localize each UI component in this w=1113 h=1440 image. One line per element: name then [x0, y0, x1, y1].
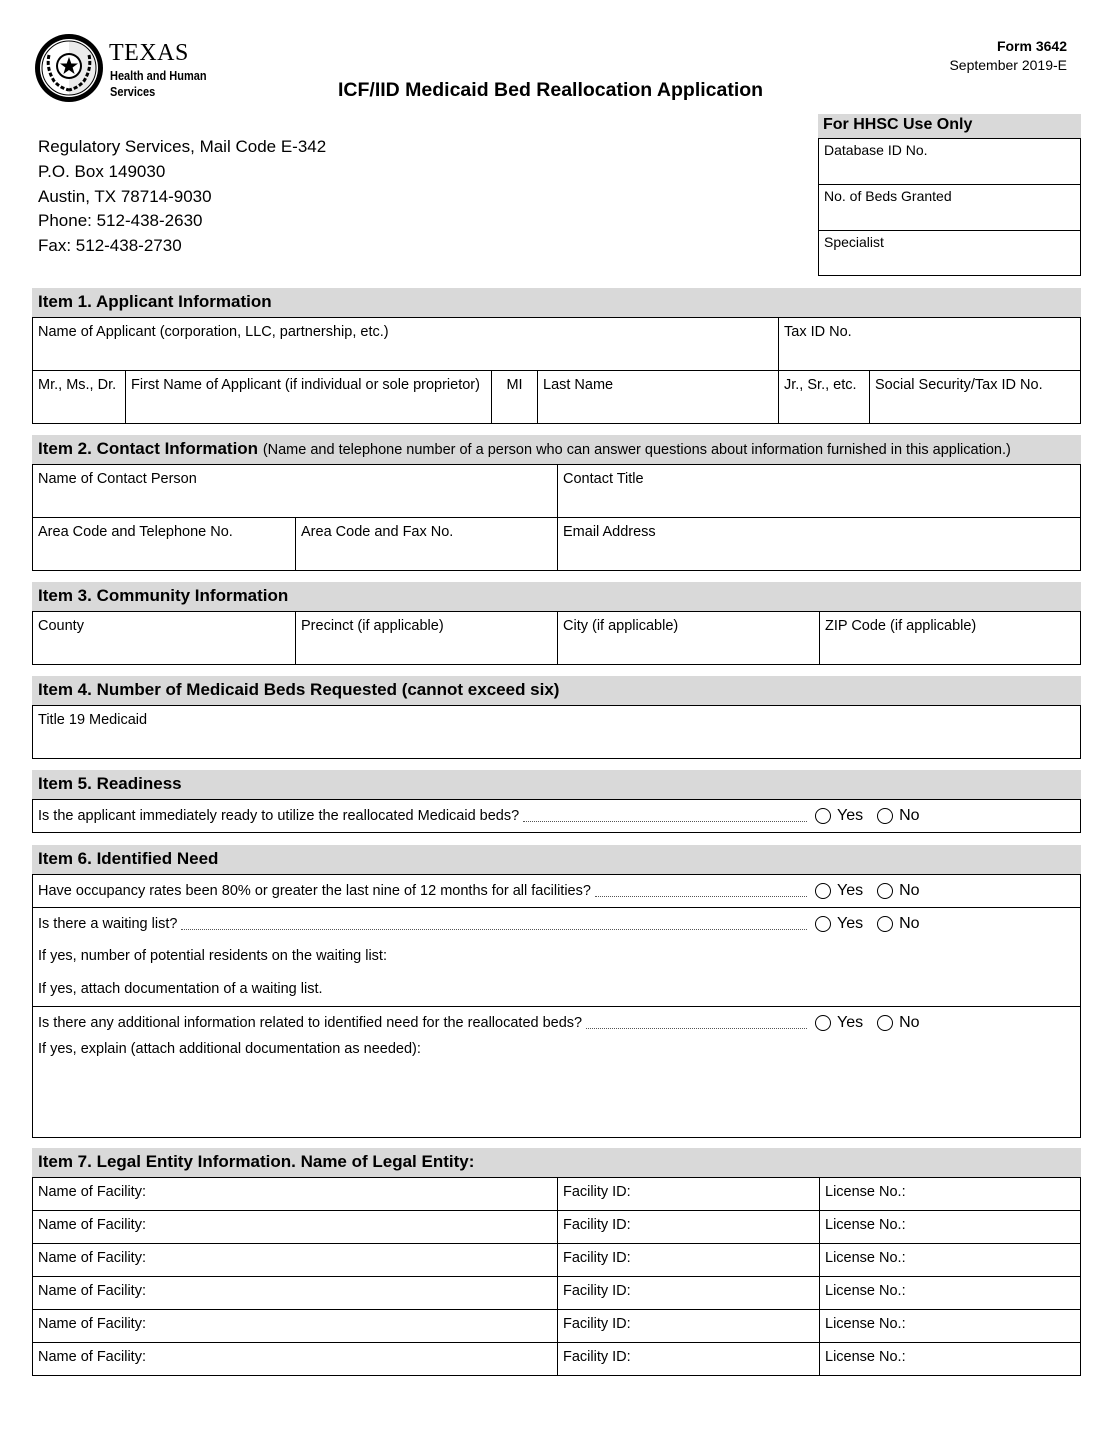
- license-no-field[interactable]: License No.:: [819, 1343, 1080, 1375]
- item1-header: Item 1. Applicant Information: [32, 288, 1081, 317]
- dot-leader: [523, 811, 807, 822]
- facility-name-field[interactable]: Name of Facility:: [38, 1250, 146, 1266]
- facility-name-field[interactable]: Name of Facility:: [38, 1283, 146, 1299]
- waiting-docs-note: If yes, attach documentation of a waiting list.: [38, 981, 323, 997]
- item4-header: Item 4. Number of Medicaid Beds Requested (cannot exceed six): [32, 676, 1081, 705]
- hhsc-use-only-box: [818, 114, 1081, 276]
- item2-header: [32, 435, 1081, 464]
- address-line: Regulatory Services, Mail Code E-342: [38, 137, 327, 156]
- license-no-field[interactable]: License No.:: [819, 1178, 1080, 1210]
- facility-row: [33, 1310, 1080, 1343]
- facility-id-field[interactable]: Facility ID:: [557, 1277, 819, 1309]
- occupancy-no-radio[interactable]: [877, 882, 919, 900]
- occupancy-yes-radio[interactable]: [815, 882, 863, 900]
- radio-label: Yes: [837, 915, 864, 932]
- radio-circle-icon: [815, 1015, 831, 1031]
- explain-field[interactable]: If yes, explain (attach additional documentation as needed):: [38, 1041, 421, 1057]
- facility-table: [32, 1177, 1081, 1376]
- title19-medicaid-field[interactable]: Title 19 Medicaid: [38, 712, 148, 728]
- item4-beds-section: [32, 676, 1081, 759]
- facility-row: [33, 1178, 1080, 1211]
- tax-id-field[interactable]: Tax ID No.: [778, 318, 1080, 370]
- facility-row: [33, 1277, 1080, 1310]
- dot-leader: [586, 1018, 807, 1029]
- item7-legal-entity-section: [32, 1148, 1081, 1376]
- middle-initial-field[interactable]: MI: [491, 371, 537, 423]
- facility-row: [33, 1343, 1080, 1376]
- mailing-address: [38, 135, 326, 259]
- question-text: Is there any additional information related to identified need for the reallocated beds?: [38, 1015, 583, 1031]
- zip-field[interactable]: ZIP Code (if applicable): [819, 612, 1080, 664]
- hhsc-header: For HHSC Use Only: [818, 114, 1081, 138]
- radio-circle-icon: [877, 883, 893, 899]
- additional-info-no-radio[interactable]: [877, 1014, 919, 1032]
- page-title: ICF/IID Medicaid Bed Reallocation Application: [338, 79, 764, 101]
- agency-logo: [34, 33, 224, 105]
- facility-row: [33, 1211, 1080, 1244]
- occupancy-radio-group: [815, 882, 1075, 900]
- item1-applicant-section: [32, 288, 1081, 424]
- radio-circle-icon: [815, 883, 831, 899]
- readiness-radio-group: [815, 807, 1075, 825]
- applicant-name-field[interactable]: Name of Applicant (corporation, LLC, partnership, etc.): [38, 324, 389, 340]
- dot-leader: [181, 919, 807, 930]
- license-no-field[interactable]: License No.:: [819, 1310, 1080, 1342]
- form-number: Form 3642: [996, 38, 1067, 54]
- additional-info-question: [33, 1007, 1080, 1039]
- form-date: September 2019-E: [949, 57, 1067, 73]
- telephone-field[interactable]: Area Code and Telephone No.: [38, 524, 233, 540]
- radio-circle-icon: [815, 808, 831, 824]
- database-id-field[interactable]: Database ID No.: [818, 138, 1081, 184]
- item3-community-section: [32, 582, 1081, 665]
- readiness-question: [33, 800, 1080, 832]
- county-field[interactable]: County: [38, 618, 84, 634]
- facility-name-field[interactable]: Name of Facility:: [38, 1184, 146, 1200]
- prefix-field[interactable]: Mr., Ms., Dr.: [38, 377, 117, 393]
- logo-texas-text: TEXAS: [109, 40, 189, 66]
- item6-header: Item 6. Identified Need: [32, 845, 1081, 874]
- dot-leader: [595, 886, 807, 897]
- radio-circle-icon: [877, 808, 893, 824]
- facility-id-field[interactable]: Facility ID:: [557, 1310, 819, 1342]
- logo-subtitle-line2: Services: [110, 85, 156, 99]
- waiting-count-field[interactable]: If yes, number of potential residents on the waiting list:: [38, 948, 387, 964]
- waiting-list-question: [33, 908, 1080, 940]
- additional-info-yes-radio[interactable]: [815, 1014, 863, 1032]
- phone-line: Phone: 512-438-2630: [38, 211, 203, 231]
- ssn-tax-id-field[interactable]: Social Security/Tax ID No.: [869, 371, 1080, 423]
- item2-note: (Name and telephone number of a person who can answer questions about information furnished in this application.): [262, 442, 1011, 458]
- contact-title-field[interactable]: Contact Title: [557, 465, 1080, 517]
- item6-need-section: [32, 845, 1081, 1138]
- radio-label: Yes: [837, 882, 864, 899]
- city-field[interactable]: City (if applicable): [557, 612, 819, 664]
- waiting-list-yes-radio[interactable]: [815, 915, 863, 933]
- radio-label: No: [899, 882, 920, 899]
- license-no-field[interactable]: License No.:: [819, 1277, 1080, 1309]
- precinct-field[interactable]: Precinct (if applicable): [295, 612, 557, 664]
- facility-id-field[interactable]: Facility ID:: [557, 1211, 819, 1243]
- radio-circle-icon: [815, 916, 831, 932]
- item7-header[interactable]: Item 7. Legal Entity Information. Name of Legal Entity:: [32, 1148, 1081, 1177]
- facility-id-field[interactable]: Facility ID:: [557, 1343, 819, 1375]
- readiness-yes-radio[interactable]: [815, 807, 863, 825]
- item2-contact-section: [32, 435, 1081, 571]
- license-no-field[interactable]: License No.:: [819, 1244, 1080, 1276]
- specialist-field[interactable]: Specialist: [818, 230, 1081, 276]
- readiness-no-radio[interactable]: [877, 807, 919, 825]
- facility-name-field[interactable]: Name of Facility:: [38, 1316, 146, 1332]
- occupancy-question: [33, 875, 1080, 907]
- logo-subtitle: [110, 68, 207, 100]
- facility-id-field[interactable]: Facility ID:: [557, 1178, 819, 1210]
- fax-field[interactable]: Area Code and Fax No.: [295, 518, 557, 570]
- item2-title: Item 2. Contact Information: [38, 439, 259, 458]
- radio-label: No: [899, 1014, 920, 1031]
- address-line: P.O. Box 149030: [38, 161, 166, 181]
- radio-label: No: [899, 915, 920, 932]
- facility-row: [33, 1244, 1080, 1277]
- radio-label: No: [899, 807, 920, 824]
- question-text: Is there a waiting list?: [38, 916, 178, 932]
- last-name-field[interactable]: Last Name: [537, 371, 778, 423]
- facility-id-field[interactable]: Facility ID:: [557, 1244, 819, 1276]
- waiting-list-radio-group: [815, 915, 1075, 933]
- address-line: Austin, TX 78714-9030: [38, 186, 212, 206]
- email-field[interactable]: Email Address: [557, 518, 1080, 570]
- radio-label: Yes: [837, 1014, 864, 1031]
- waiting-list-no-radio[interactable]: [877, 915, 919, 933]
- question-text: Have occupancy rates been 80% or greater the last nine of 12 months for all facilities?: [38, 883, 591, 899]
- logo-subtitle-line1: Health and Human: [110, 69, 207, 83]
- suffix-field[interactable]: Jr., Sr., etc.: [778, 371, 869, 423]
- radio-circle-icon: [877, 1015, 893, 1031]
- beds-granted-field[interactable]: No. of Beds Granted: [818, 184, 1081, 230]
- contact-person-field[interactable]: Name of Contact Person: [38, 471, 197, 487]
- item5-readiness-section: [32, 770, 1081, 833]
- item3-header: Item 3. Community Information: [32, 582, 1081, 611]
- radio-circle-icon: [877, 916, 893, 932]
- facility-name-field[interactable]: Name of Facility:: [38, 1349, 146, 1365]
- first-name-field[interactable]: First Name of Applicant (if individual or sole proprietor): [125, 371, 491, 423]
- radio-label: Yes: [837, 807, 864, 824]
- facility-name-field[interactable]: Name of Facility:: [38, 1217, 146, 1233]
- texas-seal-icon: [34, 33, 104, 103]
- fax-line: Fax: 512-438-2730: [38, 236, 182, 256]
- question-text: Is the applicant immediately ready to utilize the reallocated Medicaid beds?: [38, 808, 520, 824]
- license-no-field[interactable]: License No.:: [819, 1211, 1080, 1243]
- item5-header: Item 5. Readiness: [32, 770, 1081, 799]
- additional-info-radio-group: [815, 1014, 1075, 1032]
